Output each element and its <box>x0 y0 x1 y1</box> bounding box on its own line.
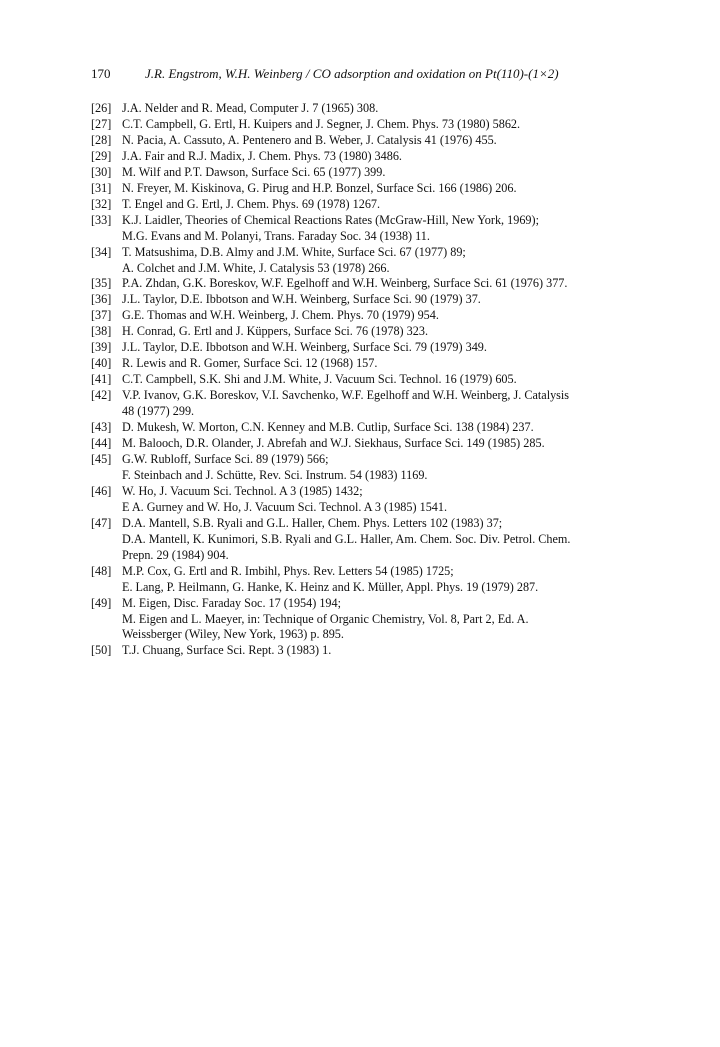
reference-text-line: H. Conrad, G. Ertl and J. Küppers, Surface Sci. 76 (1978) 323. <box>122 324 428 339</box>
reference-number: [46] <box>91 483 112 498</box>
reference-number: [28] <box>91 132 112 147</box>
reference-number: [33] <box>91 212 112 227</box>
reference-text-line: N. Pacia, A. Cassuto, A. Pentenero and B. Weber, J. Catalysis 41 (1976) 455. <box>122 132 497 147</box>
reference-entry <box>91 276 636 292</box>
reference-number: [50] <box>91 643 112 658</box>
reference-number: [26] <box>91 101 112 115</box>
reference-text-line: M. Eigen, Disc. Faraday Soc. 17 (1954) 194; <box>122 595 342 610</box>
running-title: J.R. Engstrom, W.H. Weinberg / CO adsorption and oxidation on Pt(110)-(1×2) <box>145 66 559 81</box>
reference-text-line: D.A. Mantell, S.B. Ryali and G.L. Haller, Chem. Phys. Letters 102 (1983) 37; <box>122 515 503 530</box>
reference-text-line: N. Freyer, M. Kiskinova, G. Pirug and H.P. Bonzel, Surface Sci. 166 (1986) 206. <box>122 180 517 195</box>
reference-text-line: J.A. Fair and R.J. Madix, J. Chem. Phys. 73 (1980) 3486. <box>122 148 402 163</box>
reference-entry <box>91 292 636 308</box>
reference-number: [35] <box>91 276 112 291</box>
reference-text-line: T.J. Chuang, Surface Sci. Rept. 3 (1983) 1. <box>122 643 332 658</box>
reference-text-line: J.L. Taylor, D.E. Ibbotson and W.H. Weinberg, Surface Sci. 90 (1979) 37. <box>122 292 481 307</box>
reference-entry <box>91 133 636 149</box>
reference-text-line: D. Mukesh, W. Morton, C.N. Kenney and M.B. Cutlip, Surface Sci. 138 (1984) 237. <box>122 420 534 435</box>
reference-entry <box>91 181 636 197</box>
reference-text-line: C.T. Campbell, G. Ertl, H. Kuipers and J. Segner, J. Chem. Phys. 73 (1980) 5862. <box>122 116 521 131</box>
reference-text-line: M.G. Evans and M. Polanyi, Trans. Faraday Soc. 34 (1938) 11. <box>122 228 430 243</box>
reference-entry <box>91 245 636 277</box>
reference-entry <box>91 197 636 213</box>
reference-text-line: F. Steinbach and J. Schütte, Rev. Sci. Instrum. 54 (1983) 1169. <box>122 467 428 482</box>
reference-number: [39] <box>91 340 112 355</box>
reference-entry <box>91 324 636 340</box>
reference-number: [37] <box>91 308 112 323</box>
reference-number: [32] <box>91 196 112 211</box>
reference-text-line: G.E. Thomas and W.H. Weinberg, J. Chem. Phys. 70 (1979) 954. <box>122 308 439 323</box>
reference-number: [36] <box>91 292 112 307</box>
reference-text-line: T. Matsushima, D.B. Almy and J.M. White, Surface Sci. 67 (1977) 89; <box>122 244 466 259</box>
reference-text-line: M. Wilf and P.T. Dawson, Surface Sci. 65 (1977) 399. <box>122 164 386 179</box>
reference-number: [41] <box>91 372 112 387</box>
page-number: 170 <box>91 66 111 81</box>
reference-text-line: G.W. Rubloff, Surface Sci. 89 (1979) 566; <box>122 451 329 466</box>
reference-number: [29] <box>91 148 112 163</box>
reference-number: [48] <box>91 563 112 578</box>
reference-text-line: C.T. Campbell, S.K. Shi and J.M. White, J. Vacuum Sci. Technol. 16 (1979) 605. <box>122 372 517 387</box>
reference-entry <box>91 308 636 324</box>
reference-number: [34] <box>91 244 112 259</box>
reference-text-line: W. Ho, J. Vacuum Sci. Technol. A 3 (1985) 1432; <box>122 483 363 498</box>
reference-number: [45] <box>91 451 112 466</box>
reference-entry <box>91 372 636 388</box>
reference-entry <box>91 117 636 133</box>
reference-number: [38] <box>91 324 112 339</box>
reference-entry <box>91 388 636 420</box>
reference-text-line: K.J. Laidler, Theories of Chemical Reactions Rates (McGraw-Hill, New York, 1969); <box>122 212 539 227</box>
reference-text-line: R. Lewis and R. Gomer, Surface Sci. 12 (1968) 157. <box>122 356 378 371</box>
reference-entry <box>91 420 636 436</box>
reference-entry <box>91 452 636 484</box>
reference-number: [44] <box>91 436 112 451</box>
reference-text-line: A. Colchet and J.M. White, J. Catalysis 53 (1978) 266. <box>122 260 390 275</box>
reference-number: [47] <box>91 515 112 530</box>
reference-entry <box>91 643 636 659</box>
reference-number: [40] <box>91 356 112 371</box>
reference-text-line: M. Eigen and L. Maeyer, in: Technique of Organic Chemistry, Vol. 8, Part 2, Ed. A. <box>122 611 529 626</box>
reference-entry <box>91 213 636 245</box>
reference-text-line: Prepn. 29 (1984) 904. <box>122 547 229 562</box>
reference-number: [49] <box>91 595 112 610</box>
reference-number: [27] <box>91 116 112 131</box>
reference-text-line: T. Engel and G. Ertl, J. Chem. Phys. 69 (1978) 1267. <box>122 196 381 211</box>
reference-text-line: D.A. Mantell, K. Kunimori, S.B. Ryali and G.L. Haller, Am. Chem. Soc. Div. Petrol. Chem. <box>122 531 571 546</box>
reference-text-line: J.L. Taylor, D.E. Ibbotson and W.H. Weinberg, Surface Sci. 79 (1979) 349. <box>122 340 487 355</box>
reference-number: [42] <box>91 388 112 403</box>
reference-entry <box>91 436 636 452</box>
reference-entry <box>91 596 636 644</box>
reference-entry <box>91 149 636 165</box>
reference-text-line: P.A. Zhdan, G.K. Boreskov, W.F. Egelhoff and W.H. Weinberg, Surface Sci. 61 (1976) 377. <box>122 276 568 291</box>
reference-entry <box>91 165 636 181</box>
reference-text-line: E A. Gurney and W. Ho, J. Vacuum Sci. Technol. A 3 (1985) 1541. <box>122 499 448 514</box>
reference-entry <box>91 484 636 516</box>
reference-text-line: 48 (1977) 299. <box>122 404 195 419</box>
reference-text-line: J.A. Nelder and R. Mead, Computer J. 7 (1965) 308. <box>122 101 379 115</box>
reference-text-line: M. Balooch, D.R. Olander, J. Abrefah and W.J. Siekhaus, Surface Sci. 149 (1985) 285. <box>122 436 545 451</box>
reference-number: [31] <box>91 180 112 195</box>
reference-text-line: V.P. Ivanov, G.K. Boreskov, V.I. Savchenko, W.F. Egelhoff and W.H. Weinberg, J. Catalysis <box>122 388 570 403</box>
reference-list <box>91 101 636 659</box>
running-head <box>91 64 651 84</box>
reference-number: [43] <box>91 420 112 435</box>
reference-entry <box>91 356 636 372</box>
reference-text-line: E. Lang, P. Heilmann, G. Hanke, K. Heinz and K. Müller, Appl. Phys. 19 (1979) 287. <box>122 579 539 594</box>
reference-text-line: Weissberger (Wiley, New York, 1963) p. 895. <box>122 627 344 642</box>
reference-entry <box>91 101 636 117</box>
reference-entry <box>91 516 636 564</box>
reference-entry <box>91 340 636 356</box>
reference-number: [30] <box>91 164 112 179</box>
reference-entry <box>91 564 636 596</box>
reference-text-line: M.P. Cox, G. Ertl and R. Imbihl, Phys. Rev. Letters 54 (1985) 1725; <box>122 563 454 578</box>
